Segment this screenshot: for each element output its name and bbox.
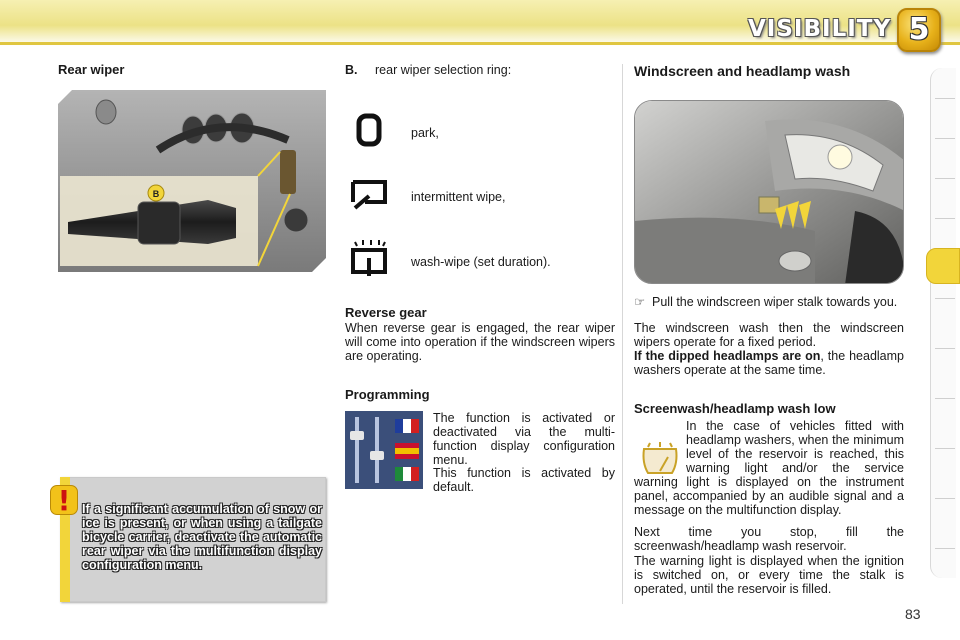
ignition-text: The warning light is displayed when the ignition is switched on, or every time the stalk is operated, until the reservoir is filled. [634,554,904,596]
wash-low-heading: Screenwash/headlamp wash low [634,401,836,416]
headlamp-photo [634,100,904,284]
intermittent-wipe-icon [345,172,393,223]
mode-intermittent-label: intermittent wipe, [411,190,506,204]
headlamp-illustration [635,101,904,284]
column-divider [622,64,623,604]
rear-wiper-heading: Rear wiper [58,62,125,77]
multifunction-display-icon [345,411,423,494]
side-tab[interactable] [935,298,955,299]
ring-text: rear wiper selection ring: [375,63,512,77]
chapter-side-tabs [930,68,956,578]
header-rule [0,42,960,45]
side-tab[interactable] [935,498,955,499]
pull-stalk-text: Pull the windscreen wiper stalk towards you. [652,295,898,309]
dashboard-stalk-photo [58,90,326,272]
wash-low-text: In the case of vehicles fitted with headlamp washers, when the minimum level of the reservoir is reached, this warning light and/or the service warning light is displayed on the instrument panel, accompanied by an audible signal and a message on the multifunction display. [634,419,904,517]
side-tab-active[interactable] [926,248,960,284]
page-number: 83 [905,606,921,622]
chapter-title: VISIBILITY [748,16,892,42]
pull-bullet-icon: ☞ [634,295,646,309]
mode-wash-wipe-label: wash-wipe (set duration). [411,255,551,269]
park-icon [345,108,393,159]
mode-park-label: park, [411,126,439,140]
warning-text: If a significant accumulation of snow or ice is present, or when using a tailgate bicycle carrier, deactivate the automatic rear wiper via the multifunction display configuration menu. [82,502,322,572]
exclamation-glyph: ! [57,484,71,517]
reverse-gear-heading: Reverse gear [345,305,427,320]
dipped-headlamps-text [634,349,904,377]
chapter-badge [897,8,941,52]
side-tab[interactable] [935,448,955,449]
callout-label: B [152,189,160,199]
side-tab[interactable] [935,138,955,139]
side-tab[interactable] [935,98,955,99]
icon-float-spacer [634,433,686,475]
dipped-headlamps-bold: If the dipped headlamps are on [634,349,821,363]
programming-text-2: This function is activated by default. [433,466,615,494]
side-tab[interactable] [935,348,955,349]
dipped-headlamps-rest: , the headlamp washers operate at the same time. [634,349,904,377]
programming-heading: Programming [345,387,430,402]
exclamation-icon [50,485,78,515]
chapter-number: 5 [908,12,930,47]
side-tab[interactable] [935,548,955,549]
wash-low-text-block [634,419,904,531]
side-tab[interactable] [935,398,955,399]
reverse-gear-text: When reverse gear is engaged, the rear wiper will come into operation if the windscreen wipers are operating. [345,321,615,363]
wash-sequence-text: The windscreen wash then the windscreen wipers operate for a fixed period. [634,321,904,349]
side-tab[interactable] [935,178,955,179]
dashboard-illustration [58,90,326,272]
programming-text-1: The function is activated or deactivated via the multi-function display configuration menu. [433,411,615,467]
ring-label: B. [345,63,358,77]
windscreen-wash-heading: Windscreen and headlamp wash [634,63,851,79]
wash-wipe-icon [345,236,393,287]
side-tab[interactable] [935,218,955,219]
next-stop-text: Next time you stop, fill the screenwash/headlamp wash reservoir. [634,525,904,553]
